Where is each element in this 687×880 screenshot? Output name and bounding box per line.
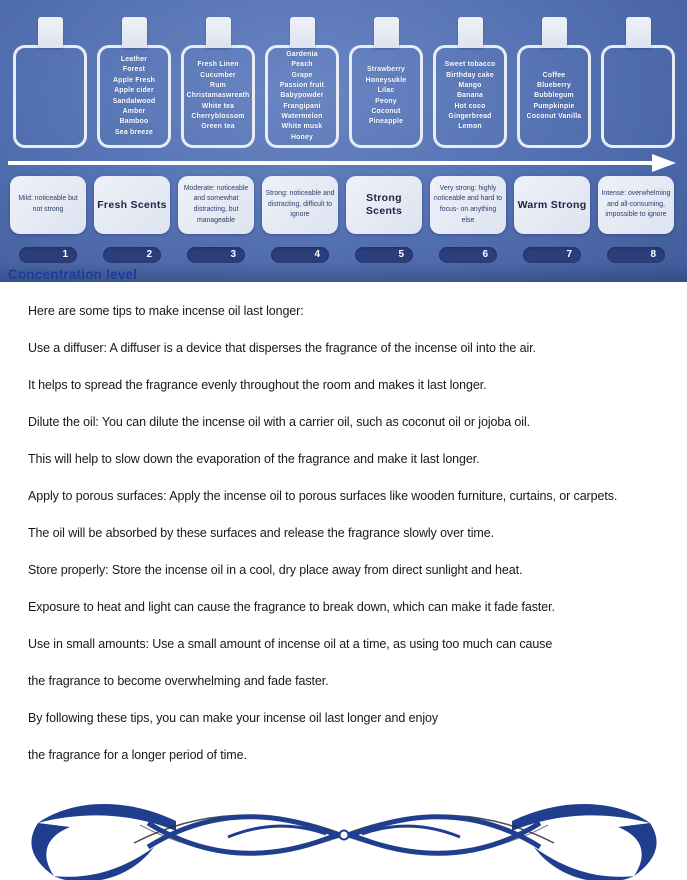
tip-line: It helps to spread the fragrance evenly throughout the room and makes it last longer.	[28, 378, 487, 392]
scent-item: Grape	[291, 71, 313, 79]
level-card-label: Mild: noticeable but not strong	[18, 195, 78, 213]
bottle-body	[433, 45, 507, 148]
level-card-label: Strong Scents	[365, 192, 403, 217]
level-number-pill: 6	[439, 247, 497, 263]
level-number-pill: 1	[19, 247, 77, 263]
scent-item: Pumpkinpie	[533, 102, 575, 110]
level-card	[94, 176, 170, 234]
scent-item: Christamaswreath	[186, 92, 250, 100]
scent-bottle	[433, 17, 507, 148]
bottle-body	[265, 45, 339, 148]
scent-item: Birthday cake	[446, 71, 494, 79]
scent-item: Frangipani	[283, 102, 321, 110]
tip-line: Apply to porous surfaces: Apply the incense oil to porous surfaces like wooden furniture, curtains, or carpets.	[28, 489, 618, 503]
tip-line: Use a diffuser: A diffuser is a device that disperses the fragrance of the incense oil into the air.	[28, 341, 536, 355]
scent-item: Apple cider	[114, 87, 154, 95]
scent-item: Sea breeze	[114, 128, 153, 136]
level-pills-row	[0, 234, 687, 263]
scent-item: Rum	[210, 81, 226, 89]
level-card-label: Warm Strong	[517, 198, 587, 211]
scent-list	[280, 50, 324, 143]
scent-item: Passion fruit	[279, 81, 325, 89]
scent-bottle	[181, 17, 255, 148]
level-card-label: Intense: overwhelming and all-consuming, impossible to ignore	[601, 189, 671, 219]
scent-item: Banana	[456, 92, 484, 100]
tip-line: Use in small amounts: Use a small amount of incense oil at a time, as using too much can cause	[28, 637, 553, 651]
tip-line: The oil will be absorbed by these surfaces and release the fragrance slowly over time.	[28, 526, 494, 540]
scent-item: Cherryblossom	[191, 113, 245, 121]
tip-line: This will help to slow down the evaporation of the fragrance and make it last longer.	[28, 452, 480, 466]
level-card	[346, 176, 422, 234]
bottle-body	[517, 45, 591, 148]
bottle-cap-icon	[374, 17, 399, 48]
tip-line: Here are some tips to make incense oil last longer:	[28, 304, 304, 318]
level-card	[598, 176, 674, 234]
scent-item: Bamboo	[119, 118, 149, 126]
level-card	[262, 176, 338, 234]
tip-line: Dilute the oil: You can dilute the incense oil with a carrier oil, such as coconut oil or jojoba oil.	[28, 415, 530, 429]
bottle-cap-icon	[626, 17, 651, 48]
scent-item: Forest	[122, 66, 146, 74]
scent-item: Cucumber	[200, 71, 236, 79]
level-number-pill: 3	[187, 247, 245, 263]
scent-item: Sweet tobacco	[444, 61, 496, 69]
scent-item: Coconut Vanilla	[526, 113, 582, 121]
scent-item: Green tea	[201, 123, 235, 131]
scent-item: Blueberry	[537, 81, 571, 89]
level-card	[10, 176, 86, 234]
tip-line: the fragrance to become overwhelming and fade faster.	[28, 674, 329, 688]
bottle-cap-icon	[542, 17, 567, 48]
level-number-pill: 5	[355, 247, 413, 263]
bottle-body	[349, 45, 423, 148]
level-card-label: Fresh Scents	[97, 198, 167, 211]
scent-item: Honeysukle	[365, 76, 407, 84]
tip-line: Exposure to heat and light can cause the fragrance to break down, which can make it fade faster.	[28, 600, 555, 614]
bottle-cap-icon	[458, 17, 483, 48]
level-card	[514, 176, 590, 234]
scent-bottle	[517, 17, 591, 148]
scent-bottle	[349, 17, 423, 148]
level-number-pill: 4	[271, 247, 329, 263]
level-card-label: Strong: noticeable and distracting, difficult to ignore	[265, 189, 335, 219]
level-number-pill: 2	[103, 247, 161, 263]
scent-list	[366, 65, 407, 127]
scent-list	[113, 55, 156, 138]
scent-item: Peach	[291, 61, 313, 69]
scent-bottle	[265, 17, 339, 148]
scent-item: Pineapple	[368, 118, 404, 126]
scent-bottle	[601, 17, 675, 148]
scent-item: Lilac	[377, 87, 395, 95]
scent-item: Mango	[458, 81, 482, 89]
tribal-flourish-decoration	[0, 785, 687, 880]
bottle-body	[13, 45, 87, 148]
bottle-cap-icon	[290, 17, 315, 48]
scent-item: Leather	[120, 56, 148, 64]
right-arrow-icon	[0, 152, 687, 174]
level-card-label: Moderate: noticeable and somewhat distracting, but manageable	[183, 184, 249, 224]
scent-bottle	[13, 17, 87, 148]
scent-scale-header	[0, 0, 687, 282]
bottle-cap-icon	[38, 17, 63, 48]
level-card-label: Very strong: highly noticeable and hard to focus- on anything else	[433, 184, 503, 224]
scent-list	[436, 60, 504, 133]
level-card	[430, 176, 506, 234]
level-cards-row	[0, 174, 687, 234]
scent-item: Watermelon	[281, 113, 323, 121]
scent-item: Honey	[290, 133, 314, 141]
scent-item: Gardenia	[286, 50, 318, 58]
bottle-cap-icon	[122, 17, 147, 48]
scent-item: White tea	[201, 102, 235, 110]
bottles-row	[0, 0, 687, 148]
scent-item: Fresh Linen	[197, 61, 239, 69]
scent-item: Hot coco	[454, 102, 486, 110]
scent-item: Babypowder	[280, 92, 324, 100]
scent-item: Coconut	[371, 107, 401, 115]
level-number-pill: 7	[523, 247, 581, 263]
scent-item: Gingerbread Lemon	[448, 113, 492, 131]
scent-item: Sandalwood	[112, 97, 156, 105]
level-card	[178, 176, 254, 234]
scent-item: Apple Fresh	[112, 76, 156, 84]
scent-item: Bubblegum	[534, 92, 574, 100]
scent-bottle	[97, 17, 171, 148]
scent-item: Peony	[375, 97, 397, 105]
scent-item: Coffee	[542, 71, 566, 79]
tribal-swirl-icon	[14, 785, 674, 880]
scent-item: Strawberry	[366, 66, 405, 74]
scent-item: White musk	[281, 123, 323, 131]
tip-line: the fragrance for a longer period of time.	[28, 748, 247, 762]
level-number-pill: 8	[607, 247, 665, 263]
scent-item: Amber	[122, 107, 146, 115]
scent-list	[187, 60, 250, 133]
tip-line: By following these tips, you can make your incense oil last longer and enjoy	[28, 711, 438, 725]
scent-list	[527, 71, 582, 123]
tip-line: Store properly: Store the incense oil in a cool, dry place away from direct sunlight and heat.	[28, 563, 523, 577]
bottle-body	[97, 45, 171, 148]
bottle-body	[181, 45, 255, 148]
tips-text-section	[0, 282, 687, 762]
bottle-body	[601, 45, 675, 148]
bottle-cap-icon	[206, 17, 231, 48]
scale-arrow	[0, 152, 687, 174]
concentration-level-caption: Concentration level	[8, 267, 138, 282]
